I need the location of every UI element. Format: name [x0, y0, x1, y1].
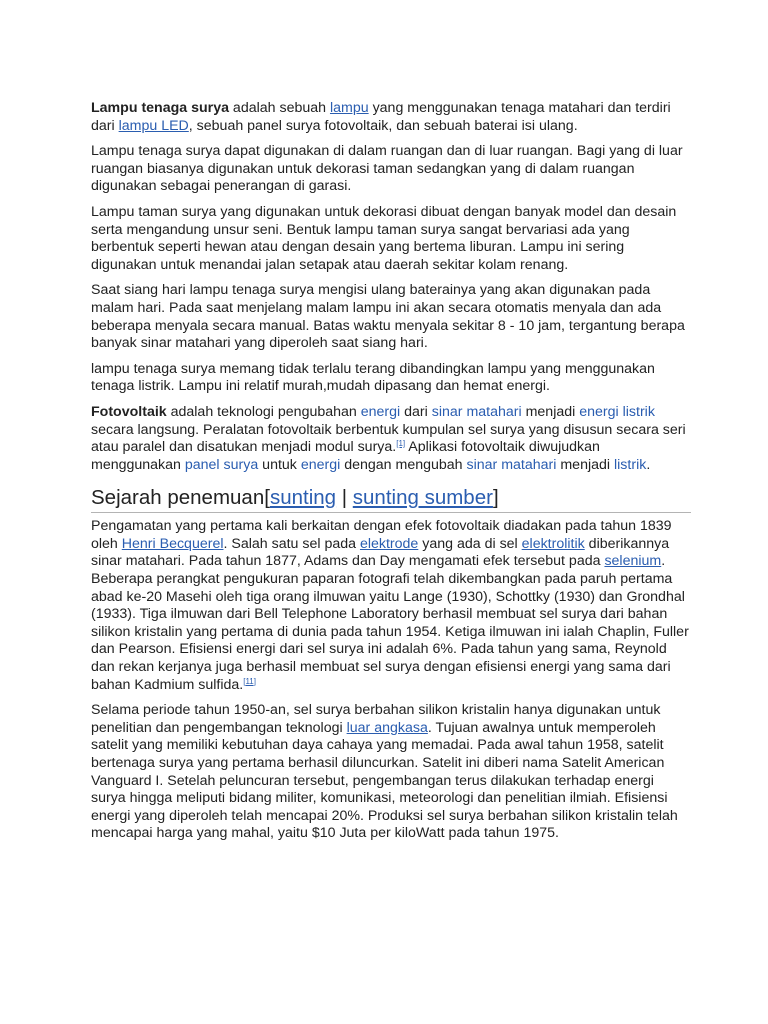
section-title: Sejarah penemuan	[91, 486, 265, 510]
term-fotovoltaik: Fotovoltaik	[91, 403, 167, 420]
link-energi-listrik[interactable]: energi listrik	[579, 403, 655, 420]
link-luar-angkasa[interactable]: luar angkasa	[346, 719, 428, 736]
edit-source-link[interactable]: sunting sumber	[352, 486, 493, 510]
link-lampu-led[interactable]: lampu LED	[118, 117, 189, 134]
paragraph-history-1: Pengamatan yang pertama kali berkaitan dengan efek fotovoltaik diadakan pada tahun 1839 oleh Henri Becquerel. Salah satu sel pada elektrode yang ada di sel elektrolitik diberikannya sinar matahari. Pada tahun 1877, Adams dan Day mengamati efek tersebut pada selenium. Beberapa perangkat pengukuran paparan fotografi telah dikembangkan pada paruh pertama abad ke-20 Masehi oleh tiga orang ilmuwan yaitu Lange (1930), Schottky (1930) dan Grondhal (1933). Tiga ilmuwan dari Bell Telephone Laboratory berhasil membuat sel surya dari bahan silikon kristalin yang pertama di dunia pada tahun 1954. Ketiga ilmuwan ini ialah Chaplin, Fuller dan Pearson. Efisiensi energi dari sel surya ini adalah 6%. Pada tahun yang sama, Reynold dan rekan kerjanya juga berhasil membuat sel surya dengan efisiensi energi yang sama dari bahan Kadmium sulfida.[11]	[91, 518, 689, 693]
paragraph-fotovoltaik: Fotovoltaik adalah teknologi pengubahan energi dari sinar matahari menjadi energi listrik secara langsung. Peralatan fotovoltaik berbentuk kumpulan sel surya yang disusun secara seri atau paralel dan disatukan menjadi modul surya.[1] Aplikasi fotovoltaik diwujudkan menggunakan panel surya untuk energi dengan mengubah sinar matahari menjadi listrik.	[91, 403, 686, 473]
paragraph-usage: Lampu tenaga surya dapat digunakan di dalam ruangan dan di luar ruangan. Bagi yang di luar ruangan biasanya digunakan untuk dekorasi taman sedangkan yang di dalam ruangan digunakan sebagai penerangan di garasi.	[91, 143, 683, 195]
paragraph-charging: Saat siang hari lampu tenaga surya mengisi ulang baterainya yang akan digunakan pada malam hari. Pada saat menjelang malam lampu ini akan secara otomatis menyala dan ada beberapa menyala secara manual. Batas waktu menyala sekitar 8 - 10 jam, tergantung berapa banyak sinar matahari yang diperoleh saat siang hari.	[91, 282, 685, 352]
link-energi-2[interactable]: energi	[300, 456, 341, 473]
link-elektrolitik[interactable]: elektrolitik	[521, 535, 585, 552]
link-sinar-matahari-2[interactable]: sinar matahari	[466, 456, 557, 473]
link-henri-becquerel[interactable]: Henri Becquerel	[121, 535, 224, 552]
link-lampu[interactable]: lampu	[329, 100, 369, 116]
term-lampu-tenaga-surya: Lampu tenaga surya	[91, 100, 229, 116]
link-selenium[interactable]: selenium	[604, 553, 662, 570]
intro-paragraph: Lampu tenaga surya adalah sebuah lampu yang menggunakan tenaga matahari dan terdiri dari lampu LED, sebuah panel surya fotovoltaik, dan sebuah baterai isi ulang.	[91, 100, 671, 134]
link-energi[interactable]: energi	[360, 403, 401, 420]
paragraph-history-2: Selama periode tahun 1950-an, sel surya berbahan silikon kristalin hanya digunakan untuk penelitian dan pengembangan teknologi luar angkasa. Tujuan awalnya untuk memperoleh satelit yang memiliki kebutuhan daya cahaya yang memadai. Pada awal tahun 1958, satelit bertenaga surya yang pertama berhasil diluncurkan. Satelit ini diberi nama Satelit American Vanguard I. Setelah peluncuran tersebut, pengembangan terus dilakukan terhadap energi surya hingga meliputi bidang militer, komunikasi, meteorologi dan penelitian ilmiah. Efisiensi energi yang diperoleh telah mencapai 20%. Produksi sel surya berbahan silikon kristalin telah mencapai harga yang mahal, yaitu $10 Juta per kiloWatt pada tahun 1975.	[91, 702, 678, 842]
link-listrik[interactable]: listrik	[614, 456, 647, 473]
article-body	[91, 100, 691, 851]
reference-11[interactable]: [11]	[243, 676, 256, 686]
link-panel-surya[interactable]: panel surya	[184, 456, 259, 473]
paragraph-brightness: lampu tenaga surya memang tidak terlalu terang dibandingkan lampu yang menggunakan tenaga listrik. Lampu ini relatif murah,mudah dipasang dan hemat energi.	[91, 360, 655, 395]
paragraph-garden-lamp: Lampu taman surya yang digunakan untuk dekorasi dibuat dengan banyak model dan desain serta mengandung unsur seni. Bentuk lampu taman surya sangat bervariasi ada yang berbentuk seperti hewan atau dengan desain yang bertema liburan. Lampu ini sering digunakan untuk menandai jalan setapak atau daerah sekitar kolam renang.	[91, 203, 677, 273]
link-elektrode[interactable]: elektrode	[359, 535, 419, 552]
edit-link[interactable]: sunting	[269, 486, 337, 510]
section-heading-sejarah: Sejarah penemuan[sunting | sunting sumber]	[91, 486, 691, 513]
link-sinar-matahari[interactable]: sinar matahari	[431, 403, 522, 420]
reference-1[interactable]: [1]	[396, 439, 406, 449]
